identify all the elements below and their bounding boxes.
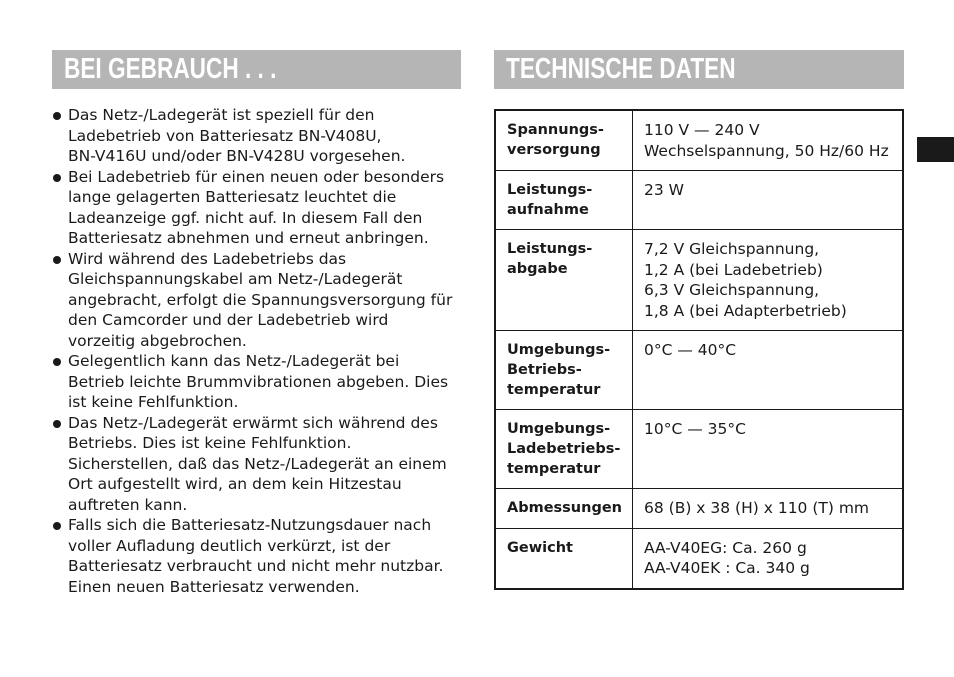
spec-label [495,171,633,230]
spec-label [495,110,633,171]
text-line: Wird während des Ladebetriebs das [68,249,347,268]
text-line: Abmessungen [507,500,622,516]
text-line: 110 V — 240 V [644,121,760,139]
text-line: Leistungs- [507,241,593,257]
text-line: Ladeanzeige ggf. nicht auf. In diesem Fall den [68,208,423,227]
text-line: Ladebetriebs- [507,441,621,457]
text-line: abgabe [507,261,568,277]
text-line: Batteriesatz abnehmen und erneut anbringen. [68,229,429,247]
text-line: den Camcorder und der Ladebetrieb wird [68,311,389,329]
spec-row [495,331,903,410]
text-line: AA-V40EG: Ca. 260 g [644,538,807,557]
text-line: Das Netz-/Ladegerät ist speziell für den [68,106,375,124]
text-line: 23 W [644,181,684,199]
text-line: Spannungs- [507,122,604,138]
text-line: Falls sich die Batteriesatz-Nutzungsdauer nach [68,516,432,534]
spec-label [495,410,633,489]
usage-notes-list [52,105,457,597]
spec-value [633,110,904,171]
text-line: Gleichspannungskabel am Netz-/Ladegerät [68,270,403,288]
spec-value [633,489,904,529]
text-line: Bei Ladebetrieb für einen neuen oder besonders [68,167,445,186]
text-line: Das Netz-/Ladegerät erwärmt sich während des [68,413,438,432]
spec-row [495,410,903,489]
spec-label [495,528,633,589]
text-line: 0°C — 40°C [644,341,737,359]
text-line: ist keine Fehlfunktion. [68,393,239,411]
text-line: Betrieb leichte Brummvibrationen abgeben. Dies [68,372,449,391]
text-line: vorzeitig abgebrochen. [68,331,247,350]
usage-note-item [52,351,457,413]
text-line: Betriebs. Dies ist keine Fehlfunktion. [68,434,352,452]
spec-label [495,489,633,529]
text-line: Gewicht [507,539,573,556]
text-line: Umgebungs- [507,342,611,358]
text-line: aufnahme [507,202,589,218]
text-line: 1,2 A (bei Ladebetrieb) [644,260,823,279]
text-line: Leistungs- [507,182,593,198]
section-title-text: TECHNISCHE DATEN [506,53,736,85]
text-line: auftreten kann. [68,495,188,514]
section-title-bei-gebrauch [52,50,461,89]
text-line: 1,8 A (bei Adapterbetrieb) [644,301,847,320]
text-line: BN-V416U und/oder BN-V428U vorgesehen. [68,147,406,165]
spec-table [494,109,904,590]
text-line: Gelegentlich kann das Netz-/Ladegerät bei [68,352,400,370]
text-line: 7,2 V Gleichspannung, [644,240,820,258]
usage-note-item [52,413,457,516]
spec-row [495,230,903,331]
usage-note-item [52,105,457,167]
text-line: AA-V40EK : Ca. 340 g [644,559,810,577]
text-line: Betriebs- [507,362,582,378]
text-line: Wechselspannung, 50 Hz/60 Hz [644,141,889,160]
spec-value [633,331,904,410]
text-line: Sicherstellen, daß das Netz-/Ladegerät an einem [68,454,447,473]
text-line: temperatur [507,461,601,477]
spec-value [633,410,904,489]
text-line: angebracht, erfolgt die Spannungsversorgung für [68,290,453,309]
spec-row [495,489,903,529]
text-line: temperatur [507,382,601,398]
text-line: versorgung [507,142,601,158]
text-line: voller Aufladung deutlich verkürzt, ist der [68,536,391,555]
usage-note-item [52,249,457,352]
usage-note-item [52,167,457,249]
spec-row [495,110,903,171]
text-line: 10°C — 35°C [644,420,746,438]
text-line: Umgebungs- [507,421,611,437]
spec-value [633,528,904,589]
section-title-text: BEI GEBRAUCH . . . [64,53,277,85]
usage-note-item [52,515,457,597]
text-line: Ort aufgestellt wird, an dem kein Hitzestau [68,475,402,493]
section-title-technische-daten [494,50,904,89]
spec-label [495,331,633,410]
text-line: Batteriesatz verbraucht und nicht mehr nutzbar. [68,557,444,575]
text-line: Einen neuen Batteriesatz verwenden. [68,577,360,596]
spec-row [495,528,903,589]
spec-value [633,171,904,230]
page-edge-tab [917,137,954,162]
text-line: 6,3 V Gleichspannung, [644,281,820,299]
spec-label [495,230,633,331]
text-line: 68 (B) x 38 (H) x 110 (T) mm [644,499,870,517]
spec-value [633,230,904,331]
spec-row [495,171,903,230]
text-line: Ladebetrieb von Batteriesatz BN-V408U, [68,126,382,145]
text-line: lange gelagerten Batteriesatz leuchtet die [68,188,397,206]
